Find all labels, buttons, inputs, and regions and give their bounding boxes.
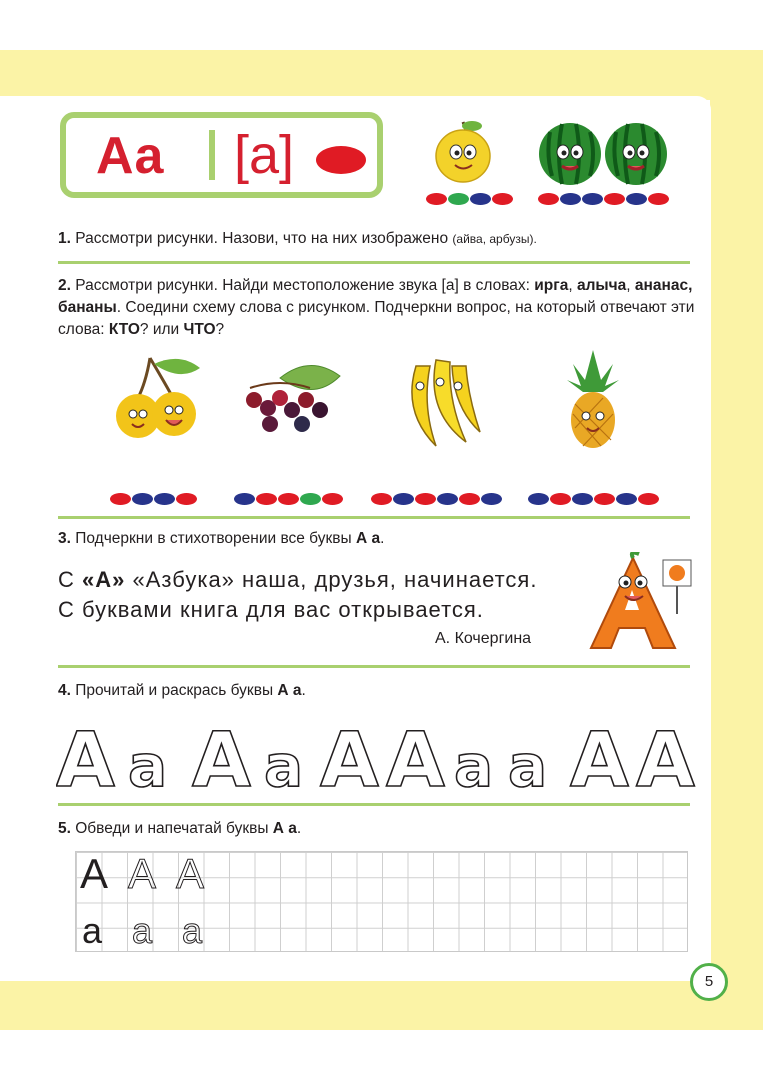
task-number: 1. (58, 230, 71, 247)
task-text-punct: . (301, 682, 306, 699)
sound-scheme-watermelons (538, 193, 669, 205)
quince-picture (428, 116, 498, 186)
task-text-punct: , (626, 277, 635, 294)
word-kto: КТО (108, 321, 140, 338)
sound-dot (616, 493, 637, 505)
task-1 (58, 228, 698, 250)
sound-scheme-quince (426, 193, 513, 205)
outline-letter[interactable]: A (570, 720, 629, 796)
task-text-punct: ? (215, 321, 225, 338)
cherry-plum-picture (110, 352, 206, 444)
poem-letter-a: «А» (82, 567, 126, 592)
letter-title-box (60, 112, 383, 198)
poem (58, 565, 537, 625)
sound-scheme-ananas (371, 493, 502, 505)
outline-letter[interactable]: A (56, 720, 115, 796)
page-frame-bottom (0, 980, 763, 1030)
outline-letter[interactable]: a (508, 732, 548, 796)
sound-dot (322, 493, 343, 505)
sound-dot (256, 493, 277, 505)
outline-letter[interactable]: a (128, 732, 168, 796)
task-number: 2. (58, 277, 71, 294)
sound-dot (437, 493, 458, 505)
poem-author: А. Кочергина (435, 630, 532, 647)
outline-letter[interactable]: A (320, 720, 379, 796)
coloring-letters (56, 720, 696, 796)
task-number: 4. (58, 682, 71, 699)
title-separator (209, 130, 215, 180)
sound-dot (594, 493, 615, 505)
sound-scheme-banany (528, 493, 659, 505)
sound-dot (638, 493, 659, 505)
task-number: 3. (58, 530, 71, 547)
sound-dot (492, 193, 513, 205)
grid-letter-upper-tracing: A (128, 850, 157, 897)
outline-letter[interactable]: A (636, 720, 695, 796)
task-text-punct: . (380, 530, 385, 547)
poem-text: С (58, 567, 82, 592)
outline-letter[interactable]: A (386, 720, 445, 796)
sound-dot (154, 493, 175, 505)
sound-dot (371, 493, 392, 505)
watermelons-picture (536, 114, 670, 188)
task-hint: (айва, арбузы). (452, 232, 537, 246)
word-ananas-banany: ананас, бананы (58, 277, 693, 316)
sound-dot (528, 493, 549, 505)
task-letters: А а (272, 820, 297, 837)
sound-dot (234, 493, 255, 505)
grid-letter-lower-tracing: a (132, 910, 153, 951)
task-letters: А а (277, 682, 302, 699)
section-divider (58, 516, 690, 519)
outline-letter[interactable]: a (454, 732, 494, 796)
sound-dot (481, 493, 502, 505)
task-text-punct: . (296, 820, 302, 837)
sound-dot (604, 193, 625, 205)
task-text: ? или (139, 321, 184, 338)
word-chto: ЧТО (183, 321, 216, 338)
sound-dot (560, 193, 581, 205)
sound-scheme-alycha (234, 493, 343, 505)
poem-text: «Азбука» наша, друзья, начинается. (125, 567, 538, 592)
vowel-sound-marker (316, 146, 366, 174)
task-text: Обведи и напечатай буквы (75, 820, 273, 837)
sound-dot (538, 193, 559, 205)
page-frame-right (710, 50, 763, 985)
poem-line-2: С буквами книга для вас открывается. (58, 597, 484, 622)
grid-letter-lower-tracing: a (182, 910, 203, 951)
task-text: Подчеркни в стихотворении все буквы (75, 530, 356, 547)
task-text: . Соедини схему слова с рисунком. Подчеркни вопрос, на который отвечают эти слова: (58, 299, 695, 338)
sound-dot (470, 193, 491, 205)
sound-dot (550, 493, 571, 505)
task-text-punct: , (568, 277, 573, 294)
sound-dot (278, 493, 299, 505)
sound-dot (572, 493, 593, 505)
letter-a-character-picture (585, 552, 695, 652)
bananas-picture (396, 352, 482, 450)
sound-dot (415, 493, 436, 505)
sound-dot (626, 193, 647, 205)
pineapple-picture (565, 350, 621, 450)
sound-dot (648, 193, 669, 205)
grid-letter-lower-solid: a (82, 910, 103, 951)
section-divider (58, 803, 690, 806)
task-5 (58, 818, 301, 840)
title-sound: [а] (234, 125, 295, 185)
sound-dot (459, 493, 480, 505)
task-text: Рассмотри рисунки. Найди местоположение звука [а] в словах: (75, 277, 535, 294)
word-alycha: алыча (576, 277, 627, 294)
irga-berries-picture (240, 358, 344, 438)
grid-letter-upper-tracing: A (176, 850, 205, 897)
page-frame-top (0, 50, 763, 100)
sound-dot (110, 493, 131, 505)
outline-letter[interactable]: A (192, 720, 251, 796)
task-3 (58, 528, 384, 550)
sound-dot (132, 493, 153, 505)
grid-letter-upper-solid: A (80, 850, 109, 897)
outline-letter[interactable]: a (264, 732, 304, 796)
task-4 (58, 680, 306, 702)
sound-dot (393, 493, 414, 505)
title-letters: Aa (96, 127, 165, 185)
task-text: Рассмотри рисунки. Назови, что на них изображено (75, 230, 449, 247)
task-text: Прочитай и раскрась буквы (75, 682, 278, 699)
section-divider (58, 261, 690, 264)
page-number: 5 (690, 963, 728, 1001)
sound-dot (582, 193, 603, 205)
task-2 (58, 275, 698, 341)
sound-scheme-irga (110, 493, 197, 505)
section-divider (58, 665, 690, 668)
word-irga: ирга (534, 277, 569, 294)
writing-grid[interactable] (75, 851, 688, 952)
sound-dot (426, 193, 447, 205)
sound-dot (300, 493, 321, 505)
task-letters: А а (355, 530, 381, 547)
task-number: 5. (58, 820, 71, 837)
poem-line-1 (58, 565, 537, 595)
sound-dot (176, 493, 197, 505)
sound-dot (448, 193, 469, 205)
